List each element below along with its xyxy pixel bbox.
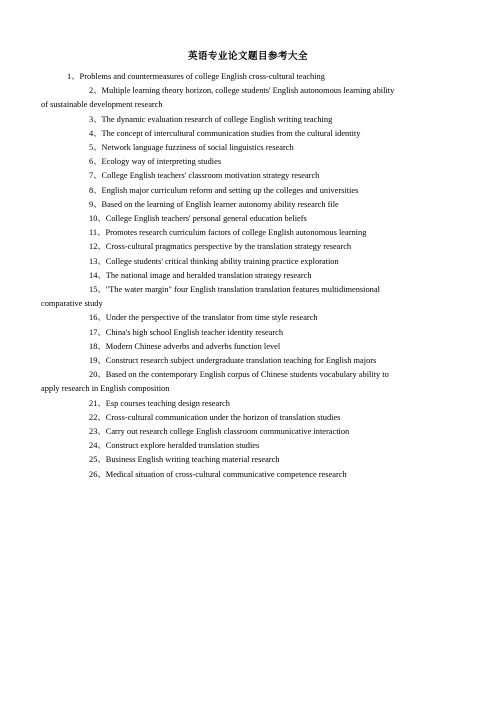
- list-item: 6、Ecology way of interpreting studies: [89, 157, 222, 167]
- list-item-continuation: of sustainable development research: [41, 100, 163, 110]
- list-item: 21、Esp courses teaching design research: [89, 398, 230, 408]
- list-item: 23、Carry out research college English classroom communicative interaction: [89, 427, 350, 437]
- list-item: 24、Construct explore heralded translation studies: [89, 441, 260, 451]
- list-item: 12、Cross-cultural pragmatics perspective by the translation strategy research: [89, 242, 352, 252]
- list-item: 17、China's high school English teacher identity research: [89, 327, 284, 337]
- list-item: 25、Business English writing teaching material research: [89, 455, 280, 465]
- list-item: 8、English major curriculum reform and setting up the colleges and universities: [89, 185, 359, 195]
- list-item: 1、Problems and countermeasures of college English cross-cultural teaching: [67, 72, 325, 81]
- list-item: 16、Under the perspective of the translator from time style research: [89, 313, 318, 323]
- list-item-continuation: comparative study: [41, 299, 103, 309]
- list-item: 7、College English teachers' classroom motivation strategy research: [89, 171, 320, 181]
- list-item: 11、Promotes research curriculum factors of college English autonomous learning: [89, 228, 367, 238]
- list-item: 13、College students' critical thinking ability training practice exploration: [89, 256, 339, 266]
- list-item: 26、Medical situation of cross-cultural communicative competence research: [89, 469, 347, 479]
- list-item: 18、Modern Chinese adverbs and adverbs function level: [89, 341, 281, 351]
- list-item: 5、Network language fuzziness of social linguistics research: [89, 143, 294, 153]
- list-item: 3、The dynamic evaluation research of college English writing teaching: [89, 114, 333, 124]
- list-item: 15、"The water margin" four English translation translation features multidimensional: [89, 285, 380, 295]
- list-item: 9、Based on the learning of English learner autonomy ability research file: [89, 199, 339, 209]
- topic-list: [0, 70, 496, 482]
- list-item-continuation: apply research in English composition: [41, 384, 170, 394]
- list-item: 4、The concept of intercultural communication studies from the cultural identity: [89, 128, 361, 138]
- list-item: 14、The national image and heralded translation strategy research: [89, 270, 312, 280]
- list-item: 2、Multiple learning theory horizon, college students' English autonomous learning ability: [89, 86, 395, 96]
- list-item: 10、College English teachers' personal general education beliefs: [89, 214, 307, 224]
- list-item: 20、Based on the contemporary English corpus of Chinese students vocabulary ability to: [89, 370, 389, 380]
- document-title: 英语专业论文题目参考大全: [187, 52, 308, 62]
- list-item: 22、Cross-cultural communication under the horizon of translation studies: [89, 412, 341, 422]
- list-item: 19、Construct research subject undergraduate translation teaching for English majors: [89, 356, 377, 366]
